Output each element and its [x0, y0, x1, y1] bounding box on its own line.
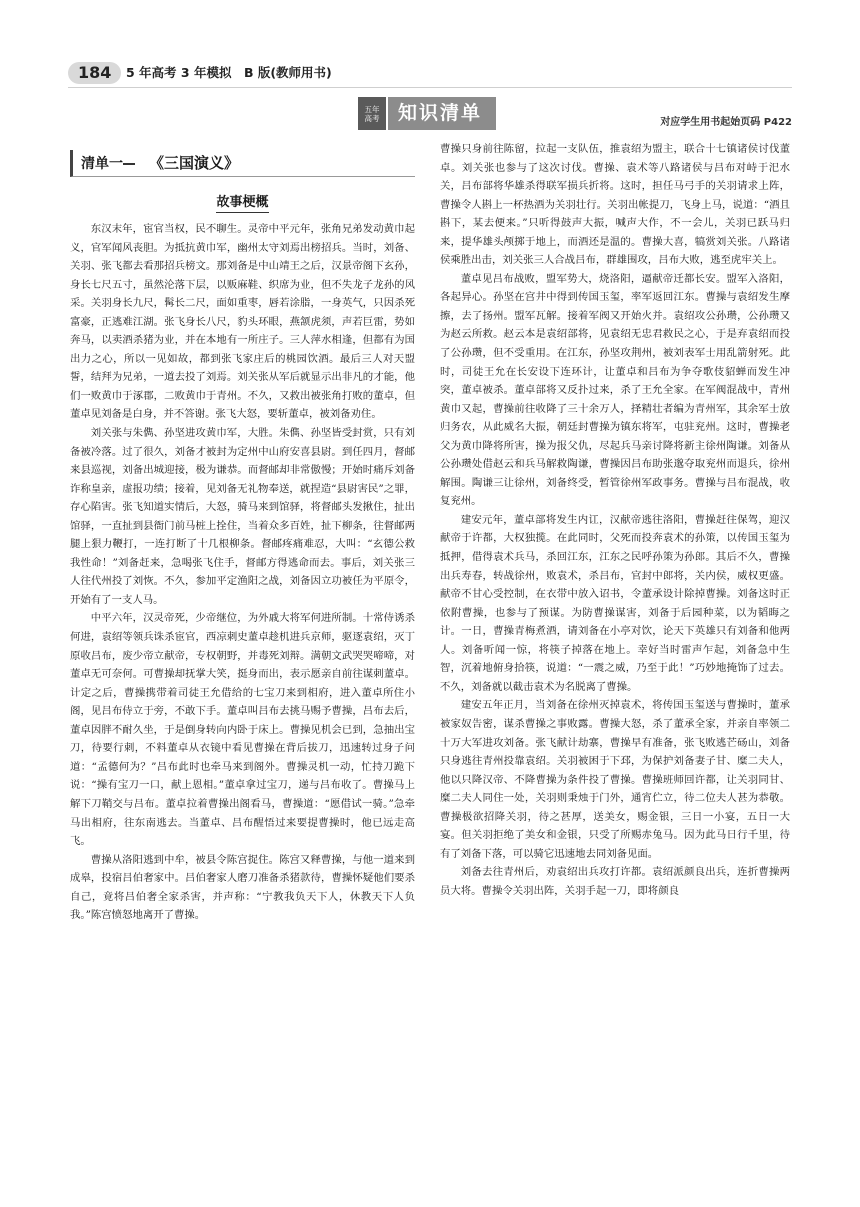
- banner-title: 知识清单: [388, 97, 496, 130]
- banner-tag-line2: 高考: [364, 113, 380, 123]
- left-column: [70, 150, 415, 925]
- paragraph: 中平六年，汉灵帝死，少帝继位，为外戚大将军何进所制。十常侍诱杀何进，袁绍等领兵诛杀宦官，西凉刺史董卓趁机进兵京师，驱逐袁绍，灭丁原收吕布，废少帝立献帝，专权朝野，并毒死刘辩。满朝文武哭哭啼啼，对董卓无可奈何。可曹操却抚掌大笑，挺身而出，表示愿亲自前往谋刺董卓。计定之后，曹操携带着司徒王允借给的七宝刀来到相府，进入董卓所住小阁，见吕布侍立于旁，不敢下手。董卓叫吕布去挑马赐予曹操，吕布去后，董卓因胖不耐久坐，于是倒身转向内卧于床上。曹操见机会已到，急抽出宝刀，待要行刺，不料董卓从衣镜中看见曹操在背后拔刀，迅速转过身子问道：“孟德何为？”吕布此时也牵马来到阁外。曹操灵机一动，忙持刀跪下说：“操有宝刀一口，献上恩相。”董卓拿过宝刀，递与吕布收了。曹操马上解下刀鞘交与吕布。董卓拉着曹操出阁看马，曹操道：“愿借试一骑。”急牵马出相府，往东南逃去。当董卓、吕布醒悟过来要提曹操时，他已远走高飞。: [70, 612, 415, 848]
- banner-tag-line1: 五年: [364, 104, 380, 114]
- paragraph: 刘备去往青州后，劝袁绍出兵攻打许都。袁绍派颜良出兵，连折曹操两员大将。曹操令关羽出阵，关羽手起一刀，即将颜良: [440, 866, 790, 897]
- subsection-title: 故事梗概: [216, 195, 268, 213]
- paragraph: 建安五年正月，当刘备在徐州灭掉袁术，将传国玉玺送与曹操时，董承被家奴告密，谋杀曹操之事败露。曹操大怒，杀了董承全家，并亲自率领二十万大军进攻刘备。张飞献计劫寨，曹操早有准备，张飞败逃芒砀山，刘备只身逃往青州投靠袁绍。关羽被困于下邳，为保护刘备妻子甘、糜二夫人，他以只降汉帝、不降曹操为条件投了曹操。曹操班师回许都，让关羽同甘、糜二夫人同住一处，关羽则秉烛于门外，通宵伫立，待二位夫人甚为恭敬。曹操极欲招降关羽，待之甚厚，送美女，赐金银，三日一小宴，五日一大宴。但关羽拒绝了美女和金银，只受了所赐赤兔马。因为此马日行千里，待有了刘备下落，可以骑它迅速地去同刘备见面。: [440, 699, 790, 860]
- knowledge-list-banner: [358, 97, 496, 130]
- page-number: 184: [68, 62, 121, 84]
- paragraph: 东汉末年，宦官当权，民不聊生。灵帝中平元年，张角兄弟发动黄巾起义，官军闻风丧胆。为抵抗黄巾军，幽州太守刘焉出榜招兵。当时，刘备、关羽、张飞都去看那招兵榜文。那刘备是中山靖王之后，汉景帝阁下玄孙，身长七尺五寸，虽然沦落下层，以贩麻鞋、织席为业，但不失龙子龙孙的风采。关羽身长九尺，髯长二尺，面如重枣，唇若涂脂，一身英气，只因杀死富豪，正逃难江湖。张飞身长八尺，豹头环眼，燕颔虎须，声若巨雷，势如奔马，以卖酒杀猪为业，并在本地有一所庄子。三人萍水相逢，但都有为国出力之心，所以一见如故，都到张飞家庄后的桃园饮酒。最后三人对天盟誓，结拜为兄弟，一道去投了刘焉。刘关张从军后就显示出非凡的才能，他们一败黄巾于涿郡，二败黄巾于青州。不久，又救出被张角打败的董卓，但董卓见刘备是白身，并不答谢。张飞大怒，要斩董卓，被刘备劝住。: [70, 223, 415, 421]
- paragraph: 曹操从洛阳逃到中牟，被县令陈宫捉住。陈宫又释曹操，与他一道来到成皋，投宿吕伯奢家中。吕伯奢家人磨刀准备杀猪款待，曹操怀疑他们要杀自己，竟将吕伯奢全家杀害，并声称：“宁教我负天下人，休教天下人负我。”陈宫愤怒地离开了曹操。: [70, 853, 415, 922]
- paragraph: 曹操只身前往陈留，拉起一支队伍，推袁绍为盟主，联合十七镇诸侯讨伐董卓。刘关张也参与了这次讨伐。曹操、袁术等八路诸侯与吕布对峙于汜水关，吕布部将华雄杀得联军损兵折将。这时，担任马弓手的关羽请求上阵，曹操令人斟上一杯热酒为关羽壮行。关羽出帐提刀，飞身上马，说道：“酒且斟下，某去便来。”只听得鼓声大振，喊声大作，不一会儿，关羽已跃马归来，提华雄头颅掷于地上，而酒还是温的。曹操大喜，犒赏刘关张。八路诸侯乘胜出击，刘关张三人合战吕布，群雄围攻，吕布大败，逃至虎牢关上。: [440, 143, 790, 267]
- page-header: [68, 62, 792, 84]
- section-title: 《三国演义》: [149, 154, 240, 172]
- header-divider: [68, 87, 792, 88]
- paragraph: 刘关张与朱儁、孙坚进攻黄巾军，大胜。朱儁、孙坚皆受封赏，只有刘备被冷落。过了很久，刘备才被封为定州中山府安喜县尉。到任四月，督邮来县巡视，刘备出城迎接，极为谦恭。而督邮却非常傲慢；开始时痛斥刘备诈称皇亲，虚报功绩；接着，见刘备无礼物奉送，就捏造“县尉害民”之罪，存心陷害。张飞知道实情后，大怒，骑马来到馆驿，将督邮头发揪住，扯出馆驿，一直扯到县衙门前马桩上拴住，当着众多百姓，扯下柳条，往督邮两腿上狠力鞭打，一连打断了十几根柳条。督邮疼痛难忍，大叫：“玄德公救我性命！”刘备赶来，急喝张飞住手，督邮方得逃命而去。事后，刘关张三人往代州投了刘恢。不久，参加平定渔阳之战，刘备因立功被任为平原令，开始有了一支人马。: [70, 427, 415, 606]
- subsection-heading: [70, 191, 415, 210]
- section-label: 清单一: [81, 156, 123, 172]
- section-heading: [70, 150, 415, 177]
- paragraph: 建安元年，董卓部将发生内讧，汉献帝逃往洛阳，曹操赶往保驾，迎汉献帝于许都，大权独揽。在此同时，父死而投奔袁术的孙策，以传国玉玺为抵押，借得袁术兵马，杀回江东，江东之民呼孙策为孙郎。其后不久，曹操出兵寿春，转战徐州，败袁术，杀吕布，官封中郎将，关内侯，威权更盛。献帝不甘心受控制，在衣带中放入诏书，令董承设计除掉曹操。刘备这时正依附曹操，也参与了预谋。为防曹操谋害，刘备于后园种菜，以为韬晦之计。一日，曹操青梅煮酒，请刘备在小亭对饮，论天下英雄只有刘备和他两人。刘备听闻一惊，将筷子掉落在地上。幸好当时雷声乍起，刘备急中生智，沉着地俯身拾筷，说道：“一震之威，乃至于此！”巧妙地掩饰了过去。不久，刘备就以截击袁术为名脱离了曹操。: [440, 513, 790, 693]
- banner-tag: [358, 97, 386, 130]
- paragraph: 董卓见吕布战败，盟军势大，烧洛阳，逼献帝迁都长安。盟军入洛阳，各起异心。孙坚在宫井中得到传国玉玺，率军返回江东。曹操与袁绍发生摩擦，去了扬州。盟军瓦解。接着军阀又开始火并。袁绍攻公孙瓒，公孙瓒又为赵云所救。赵云本是袁绍部将，见袁绍无忠君救民之心，于是弃袁绍而投了公孙瓒，但不受重用。在江东，孙坚攻荆州，被刘表军士用乱箭射死。此时，司徒王允在长安设下连环计，让董卓和吕布为争夺歌伎貂蝉而发生冲突，董卓被杀。董卓部将又反扑过来，杀了王允全家。在军阀混战中，青州黄巾又起，曹操前往收降了三十余万人，择精壮者编为青州军，其余军士放归务农，从此威名大振，朝廷封曹操为镇东将军，屯驻兖州。这时，曹操老父为黄巾降将所害，操为报父仇，尽起兵马亲讨降将新主徐州陶谦。刘备从公孙瓒处借赵云和兵马解救陶谦，曹操因吕布助张邈夺取兖州而退兵，徐州解围。陶谦三让徐州，刘备终受，暂管徐州军政事务。曹操与吕布混战，收复兖州。: [440, 272, 790, 508]
- section-dash: [123, 163, 135, 165]
- book-title: 5 年高考 3 年模拟 B 版(教师用书): [126, 65, 332, 80]
- right-column: [440, 140, 790, 900]
- start-page-note: 对应学生用书起始页码 P422: [660, 117, 792, 128]
